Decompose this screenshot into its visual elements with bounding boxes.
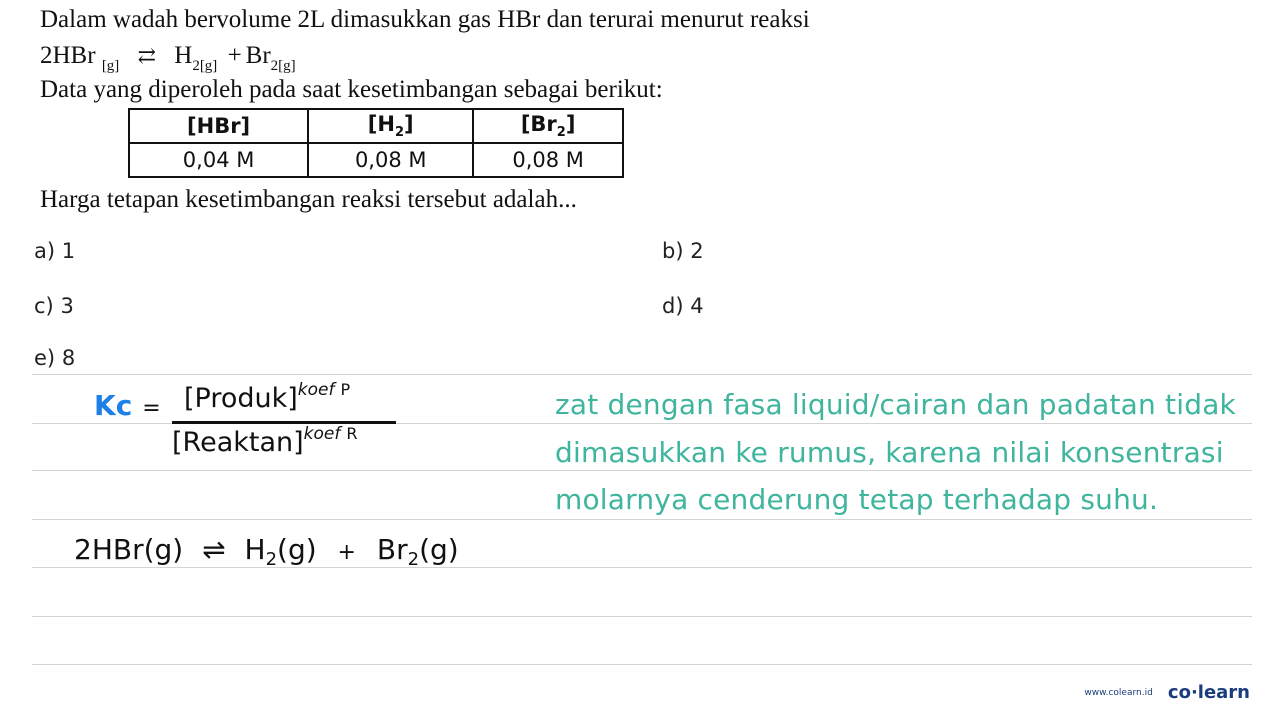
reaction-equation	[40, 42, 296, 75]
table-header-hbr: [HBr]	[129, 109, 308, 143]
product1-state: 2[g]	[192, 58, 218, 74]
option-b[interactable]: b) 2	[662, 239, 704, 263]
reactant-formula: 2HBr	[40, 42, 96, 69]
table-header-row	[129, 109, 623, 143]
plus-sign: +	[227, 42, 242, 69]
note-line-1: zat dengan fasa liquid/cairan dan padatan tidak	[555, 388, 1236, 421]
equilibrium-data-table	[128, 108, 624, 178]
brand-footer	[1084, 682, 1250, 703]
product2-formula: Br	[245, 42, 271, 69]
solution-reaction: 2HBr(g) ⇌ $H_2(g) + Br_2(g)$	[74, 533, 459, 570]
ruled-line	[32, 519, 1252, 520]
note-line-3: molarnya cenderung tetap terhadap suhu.	[555, 483, 1159, 516]
question-intro: Dalam wadah bervolume 2L dimasukkan gas HBr dan terurai menurut reaksi	[40, 6, 810, 33]
option-a[interactable]: a) 1	[34, 239, 76, 263]
data-intro: Data yang diperoleh pada saat kesetimbangan sebagai berikut:	[40, 76, 663, 103]
table-row	[129, 143, 623, 177]
kc-denominator: [Reaktan]$^{koef}$ $^R$	[172, 424, 358, 458]
question-prompt: Harga tetapan kesetimbangan reaksi tersebut adalah...	[40, 186, 577, 213]
kc-equals: =	[142, 396, 161, 421]
table-cell-hbr: 0,04 M	[129, 143, 308, 177]
table-cell-br2: 0,08 M	[473, 143, 623, 177]
reactant-state: [g]	[101, 58, 120, 74]
kc-label-group	[94, 389, 161, 422]
option-e[interactable]: e) 8	[34, 346, 76, 370]
ruled-line	[32, 616, 1252, 617]
product1-formula: H	[174, 42, 193, 69]
note-line-2: dimasukkan ke rumus, karena nilai konsentrasi	[555, 436, 1224, 469]
brand-url: www.colearn.id	[1084, 688, 1153, 698]
equilibrium-arrow: ⇄	[137, 43, 156, 68]
ruled-line	[32, 664, 1252, 665]
kc-label: Kc	[94, 389, 133, 422]
ruled-line	[32, 470, 1252, 471]
brand-logo: co·learn	[1167, 682, 1250, 703]
option-d[interactable]: d) 4	[662, 294, 704, 318]
option-c[interactable]: c) 3	[34, 294, 74, 318]
kc-numerator: [Produk]$^{koef}$ $^P$	[184, 380, 351, 414]
table-header-br2: $[Br_2]$	[473, 109, 623, 143]
table-header-h2: $[H_2]$	[308, 109, 473, 143]
product2-state: 2[g]	[270, 58, 296, 74]
ruled-line	[32, 374, 1252, 375]
table-cell-h2: 0,08 M	[308, 143, 473, 177]
